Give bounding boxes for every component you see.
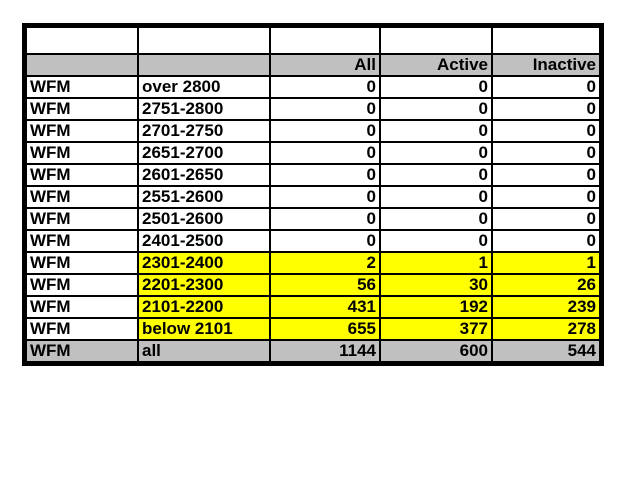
cell-all[interactable]: 2: [270, 252, 380, 274]
table-row: [26, 230, 600, 252]
cell-type[interactable]: WFM: [26, 318, 138, 340]
cell-active[interactable]: 30: [380, 274, 492, 296]
cell-all[interactable]: 431: [270, 296, 380, 318]
total-cell-all[interactable]: 1144: [270, 340, 380, 362]
cell-type[interactable]: WFM: [26, 230, 138, 252]
total-row: [26, 340, 600, 362]
header-cell-all[interactable]: All: [270, 54, 380, 76]
cell-all[interactable]: 0: [270, 186, 380, 208]
cell-active[interactable]: 0: [380, 98, 492, 120]
blank-cell[interactable]: [26, 27, 138, 54]
cell-inactive[interactable]: 0: [492, 142, 600, 164]
table-row: [26, 296, 600, 318]
blank-row: [26, 27, 600, 54]
table-body: [26, 27, 600, 362]
blank-cell[interactable]: [492, 27, 600, 54]
cell-inactive[interactable]: 0: [492, 76, 600, 98]
cell-active[interactable]: 192: [380, 296, 492, 318]
cell-inactive[interactable]: 1: [492, 252, 600, 274]
table-row: [26, 252, 600, 274]
cell-inactive[interactable]: 0: [492, 164, 600, 186]
cell-range[interactable]: 2501-2600: [138, 208, 270, 230]
cell-all[interactable]: 0: [270, 230, 380, 252]
cell-all[interactable]: 0: [270, 208, 380, 230]
table-row: [26, 142, 600, 164]
cell-inactive[interactable]: 0: [492, 230, 600, 252]
cell-range[interactable]: 2651-2700: [138, 142, 270, 164]
table-row: [26, 318, 600, 340]
cell-range[interactable]: below 2101: [138, 318, 270, 340]
rating-table-container: [22, 23, 604, 366]
cell-type[interactable]: WFM: [26, 208, 138, 230]
cell-active[interactable]: 0: [380, 164, 492, 186]
total-cell-range[interactable]: all: [138, 340, 270, 362]
table-row: [26, 208, 600, 230]
cell-type[interactable]: WFM: [26, 76, 138, 98]
header-cell-type[interactable]: [26, 54, 138, 76]
cell-active[interactable]: 377: [380, 318, 492, 340]
cell-type[interactable]: WFM: [26, 274, 138, 296]
cell-all[interactable]: 0: [270, 142, 380, 164]
cell-inactive[interactable]: 26: [492, 274, 600, 296]
cell-type[interactable]: WFM: [26, 164, 138, 186]
cell-type[interactable]: WFM: [26, 186, 138, 208]
total-cell-inactive[interactable]: 544: [492, 340, 600, 362]
rating-table: [25, 26, 601, 363]
blank-cell[interactable]: [380, 27, 492, 54]
cell-all[interactable]: 56: [270, 274, 380, 296]
cell-inactive[interactable]: 239: [492, 296, 600, 318]
table-row: [26, 186, 600, 208]
table-row: [26, 274, 600, 296]
cell-active[interactable]: 0: [380, 186, 492, 208]
cell-type[interactable]: WFM: [26, 296, 138, 318]
cell-type[interactable]: WFM: [26, 120, 138, 142]
cell-all[interactable]: 0: [270, 76, 380, 98]
cell-range[interactable]: 2701-2750: [138, 120, 270, 142]
cell-inactive[interactable]: 0: [492, 98, 600, 120]
cell-range[interactable]: 2201-2300: [138, 274, 270, 296]
cell-inactive[interactable]: 278: [492, 318, 600, 340]
cell-active[interactable]: 0: [380, 120, 492, 142]
blank-cell[interactable]: [138, 27, 270, 54]
blank-cell[interactable]: [270, 27, 380, 54]
header-cell-range[interactable]: [138, 54, 270, 76]
header-cell-inactive[interactable]: Inactive: [492, 54, 600, 76]
cell-range[interactable]: 2751-2800: [138, 98, 270, 120]
cell-type[interactable]: WFM: [26, 98, 138, 120]
header-row: [26, 54, 600, 76]
cell-range[interactable]: 2301-2400: [138, 252, 270, 274]
cell-active[interactable]: 0: [380, 142, 492, 164]
table-row: [26, 98, 600, 120]
cell-inactive[interactable]: 0: [492, 120, 600, 142]
cell-range[interactable]: over 2800: [138, 76, 270, 98]
table-row: [26, 164, 600, 186]
cell-active[interactable]: 0: [380, 208, 492, 230]
total-cell-type[interactable]: WFM: [26, 340, 138, 362]
cell-all[interactable]: 0: [270, 120, 380, 142]
cell-all[interactable]: 0: [270, 98, 380, 120]
cell-all[interactable]: 0: [270, 164, 380, 186]
cell-active[interactable]: 0: [380, 230, 492, 252]
header-cell-active[interactable]: Active: [380, 54, 492, 76]
cell-range[interactable]: 2401-2500: [138, 230, 270, 252]
cell-type[interactable]: WFM: [26, 252, 138, 274]
total-cell-active[interactable]: 600: [380, 340, 492, 362]
cell-all[interactable]: 655: [270, 318, 380, 340]
table-row: [26, 76, 600, 98]
cell-type[interactable]: WFM: [26, 142, 138, 164]
cell-range[interactable]: 2551-2600: [138, 186, 270, 208]
cell-inactive[interactable]: 0: [492, 208, 600, 230]
cell-range[interactable]: 2101-2200: [138, 296, 270, 318]
cell-active[interactable]: 1: [380, 252, 492, 274]
cell-active[interactable]: 0: [380, 76, 492, 98]
cell-range[interactable]: 2601-2650: [138, 164, 270, 186]
cell-inactive[interactable]: 0: [492, 186, 600, 208]
table-row: [26, 120, 600, 142]
